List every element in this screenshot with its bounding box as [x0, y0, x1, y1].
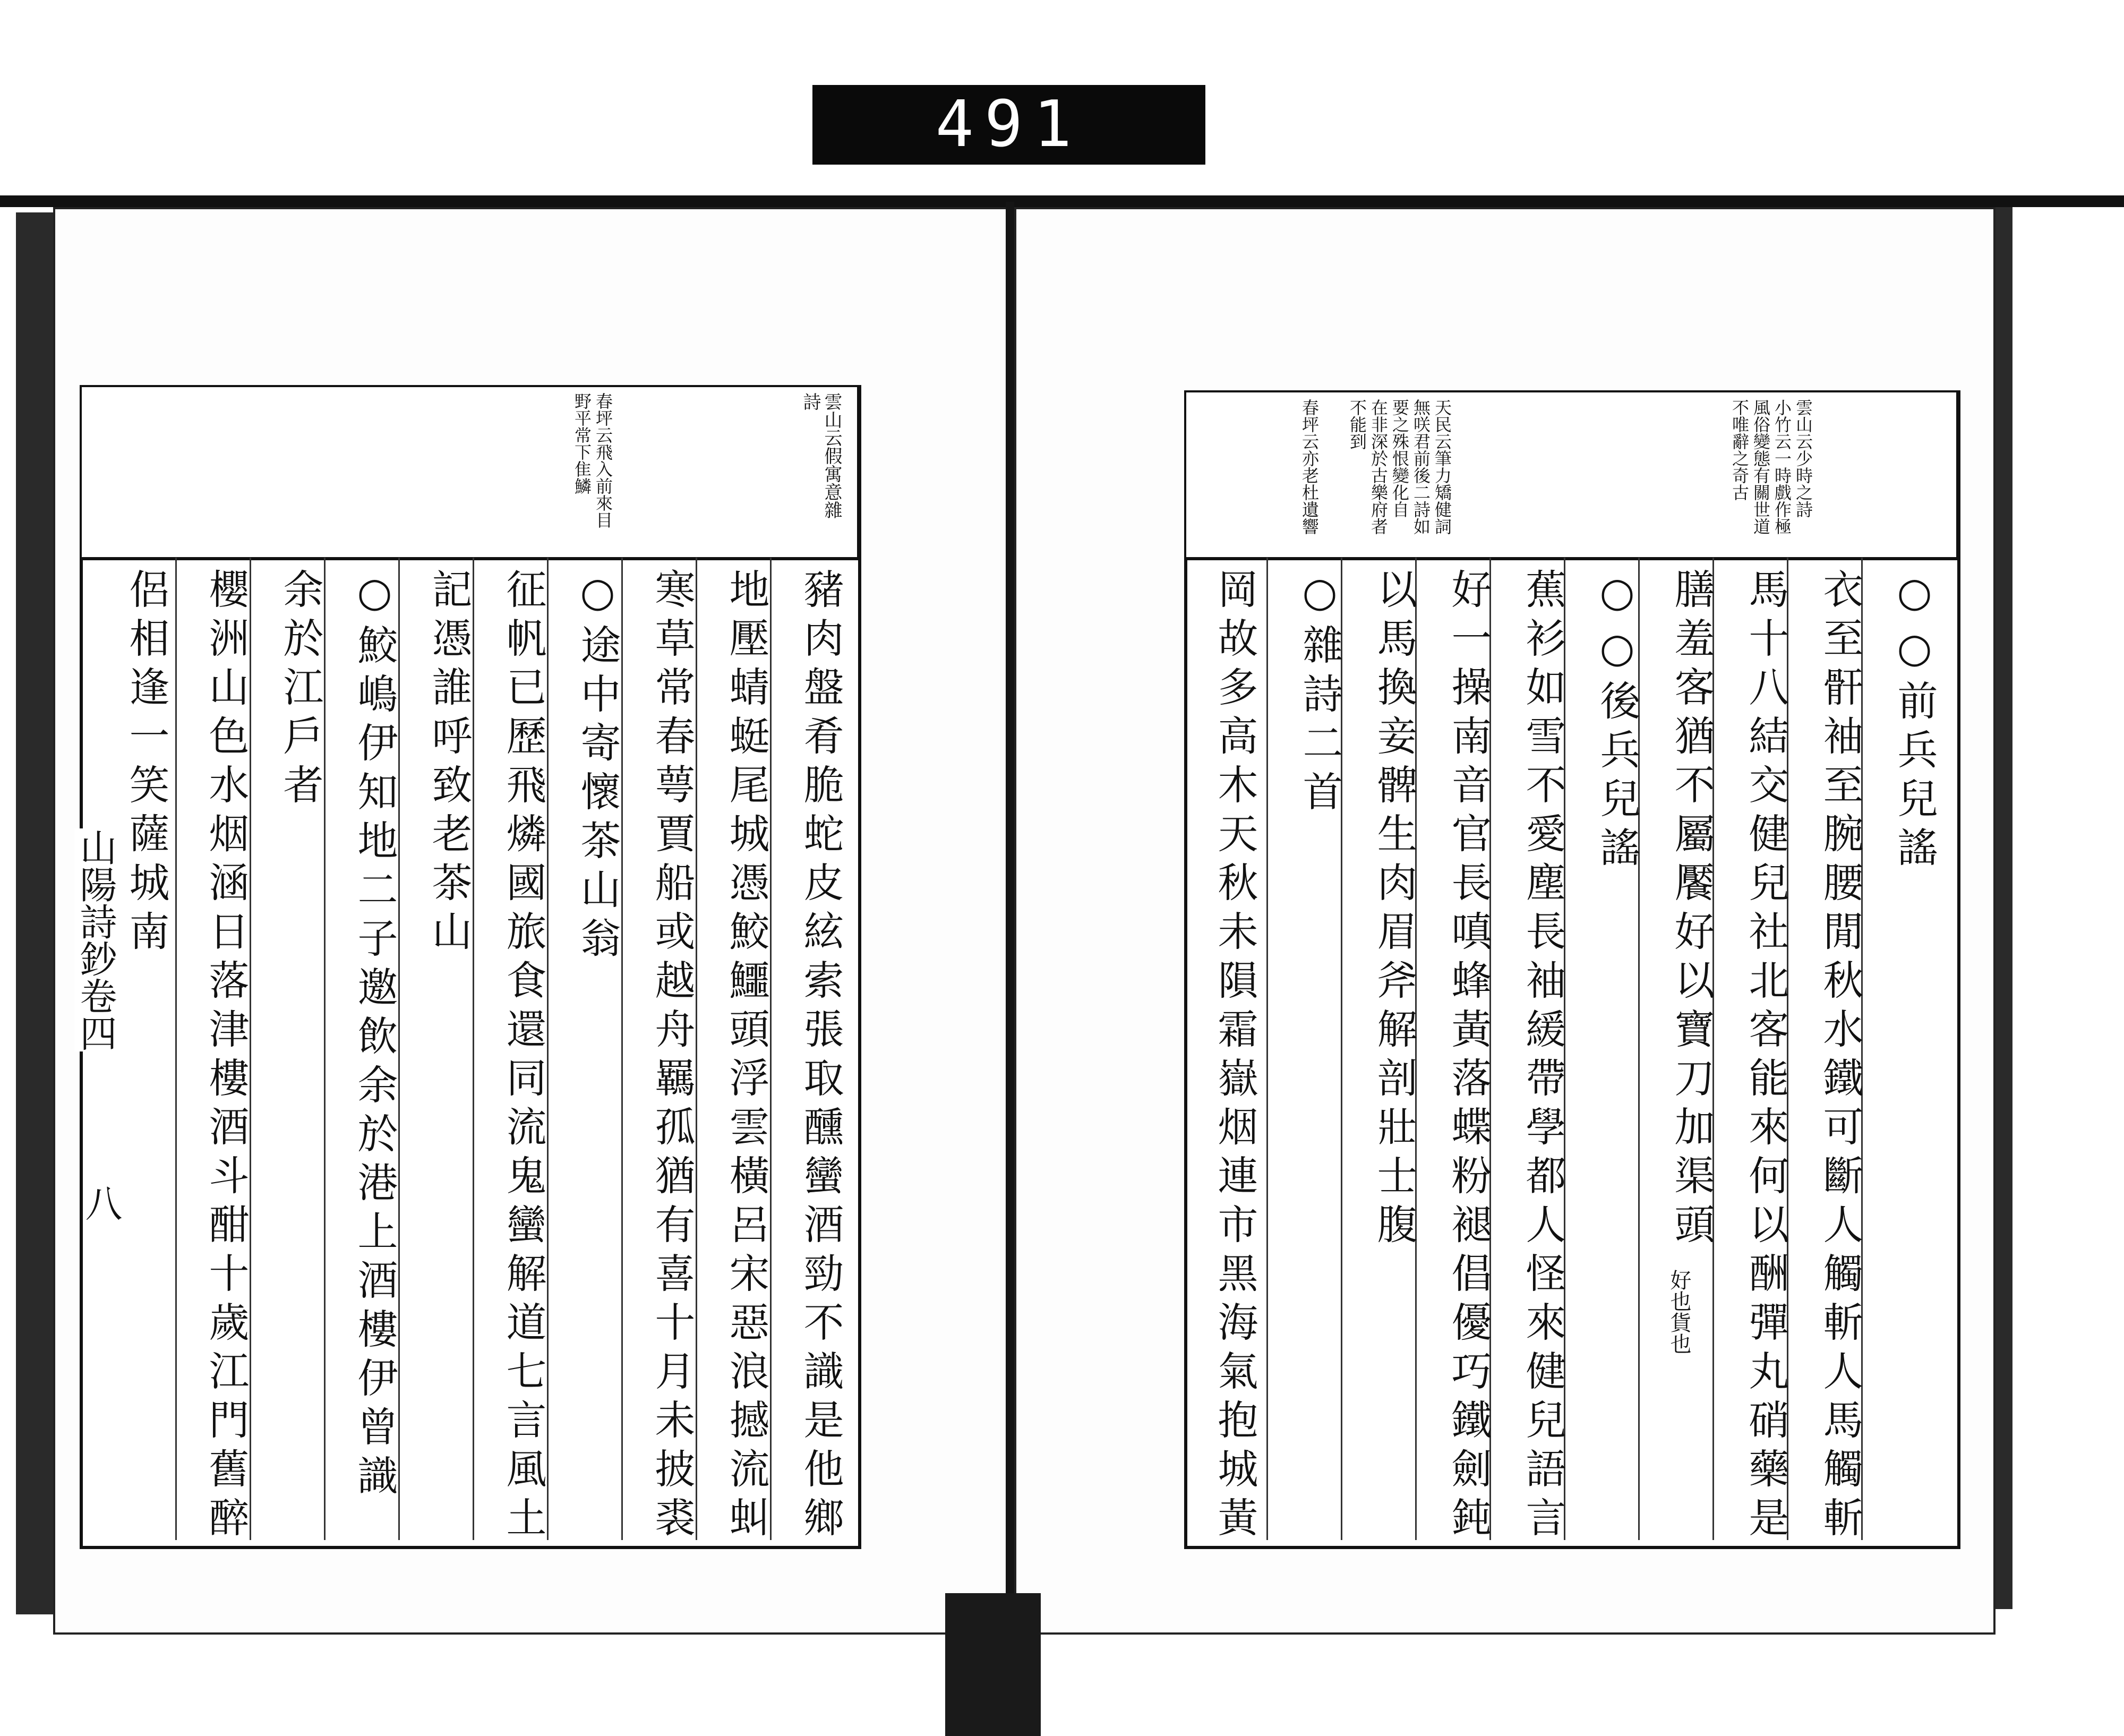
catalog-number-a: 491 — [935, 88, 1083, 161]
left-headnote-3: 春坪云飛入前來目 — [593, 392, 613, 528]
right-headnote-9: 小竹云一時戲作極 — [1772, 399, 1792, 535]
left-col-3: 寒草常春萼賈船或越舟羈孤猶有喜十月未披裘 — [648, 568, 696, 1545]
right-headnote-2: 不能到 — [1347, 399, 1367, 450]
gutter-shadow — [945, 1593, 1041, 1736]
right-col-3: 膳羞客猶不屬饜好以寶刀加渠頭 — [1668, 568, 1715, 1252]
left-headnote-4: 野平常下隹鱗 — [572, 392, 592, 494]
right-headnote-3: 在非深於古樂府者 — [1368, 399, 1389, 535]
right-col-7: 岡故多高木天秋未隕霜嶽烟連市黑海氣抱城黃 — [1211, 568, 1258, 1545]
left-col-title-1: ○途中寄懷茶山翁 — [574, 568, 621, 966]
left-headnote-2: 詩 — [800, 392, 821, 411]
right-headnote-box — [1184, 390, 1958, 560]
right-col-title-3: ○雜詩二首 — [1296, 568, 1343, 819]
right-headnote-5: 無咲君前後二詩如 — [1411, 399, 1431, 535]
right-col-5: 好一操南音官長嗔蜂黃落蝶粉褪倡優巧鐵劍鈍 — [1445, 568, 1492, 1545]
left-headnote-1: 雲山云假寓意雜 — [821, 392, 842, 519]
margin-book-title: 山陽詩鈔卷四 — [74, 828, 117, 1051]
left-col-6: 余於江戶者 — [277, 568, 324, 813]
right-headnote-6: 天民云筆力矯健詞 — [1432, 399, 1452, 535]
right-col-4: 蕉衫如雪不愛塵長袖緩帶學都人怪來健兒語言 — [1519, 568, 1566, 1545]
right-col-title-1: ○○前兵兒謠 — [1891, 568, 1938, 875]
left-col-1: 豬肉盤肴脆蛇皮絃索張取醺蠻酒勁不識是他鄉 — [797, 568, 844, 1545]
right-col-1: 衣至骭袖至腕腰閒秋水鐵可斷人觸斬人馬觸斬 — [1817, 568, 1864, 1545]
right-headnote-1: 春坪云亦老杜遺響 — [1299, 399, 1320, 535]
left-col-7: 櫻洲山色水烟涵日落津樓酒斗酣十歲江門舊醉 — [202, 568, 250, 1545]
left-col-title-2: ○鮫嶋伊知地二子邀飲余於港上酒樓伊曾識 — [351, 568, 398, 1503]
left-book-edge — [16, 212, 53, 1614]
top-rule — [0, 195, 2124, 207]
right-headnote-4: 要之殊恨變化自 — [1390, 399, 1410, 518]
left-headnote-box — [80, 385, 859, 560]
book-spine — [1006, 202, 1014, 1646]
right-col-3-gloss: 好也貨也 — [1667, 1269, 1691, 1354]
right-col-title-2: ○○後兵兒謠 — [1594, 568, 1641, 875]
right-headnote-7: 不唯辭之奇古 — [1729, 399, 1750, 501]
right-col-2: 馬十八結交健兒社北客能來何以酬彈丸硝藥是 — [1742, 568, 1789, 1545]
left-col-8: 侶相逢一笑薩城南 — [123, 568, 170, 959]
right-headnote-8: 風俗變態有關世道 — [1751, 399, 1771, 535]
left-col-4: 征帆已歷飛燐國旅食還同流鬼蠻解道七言風土 — [500, 568, 547, 1545]
right-headnote-10: 雲山云少時之詩 — [1793, 399, 1813, 518]
catalog-number-tag — [812, 85, 1205, 165]
left-col-5: 記憑誰呼致老茶山 — [425, 568, 473, 959]
left-col-2: 地壓蜻蜓尾城憑鮫鱷頭浮雲橫呂宋惡浪撼流虯 — [723, 568, 770, 1545]
right-col-6: 以馬換妾髀生肉眉斧解剖壯士腹 — [1371, 568, 1418, 1252]
margin-folio-number: 八 — [79, 1184, 123, 1221]
